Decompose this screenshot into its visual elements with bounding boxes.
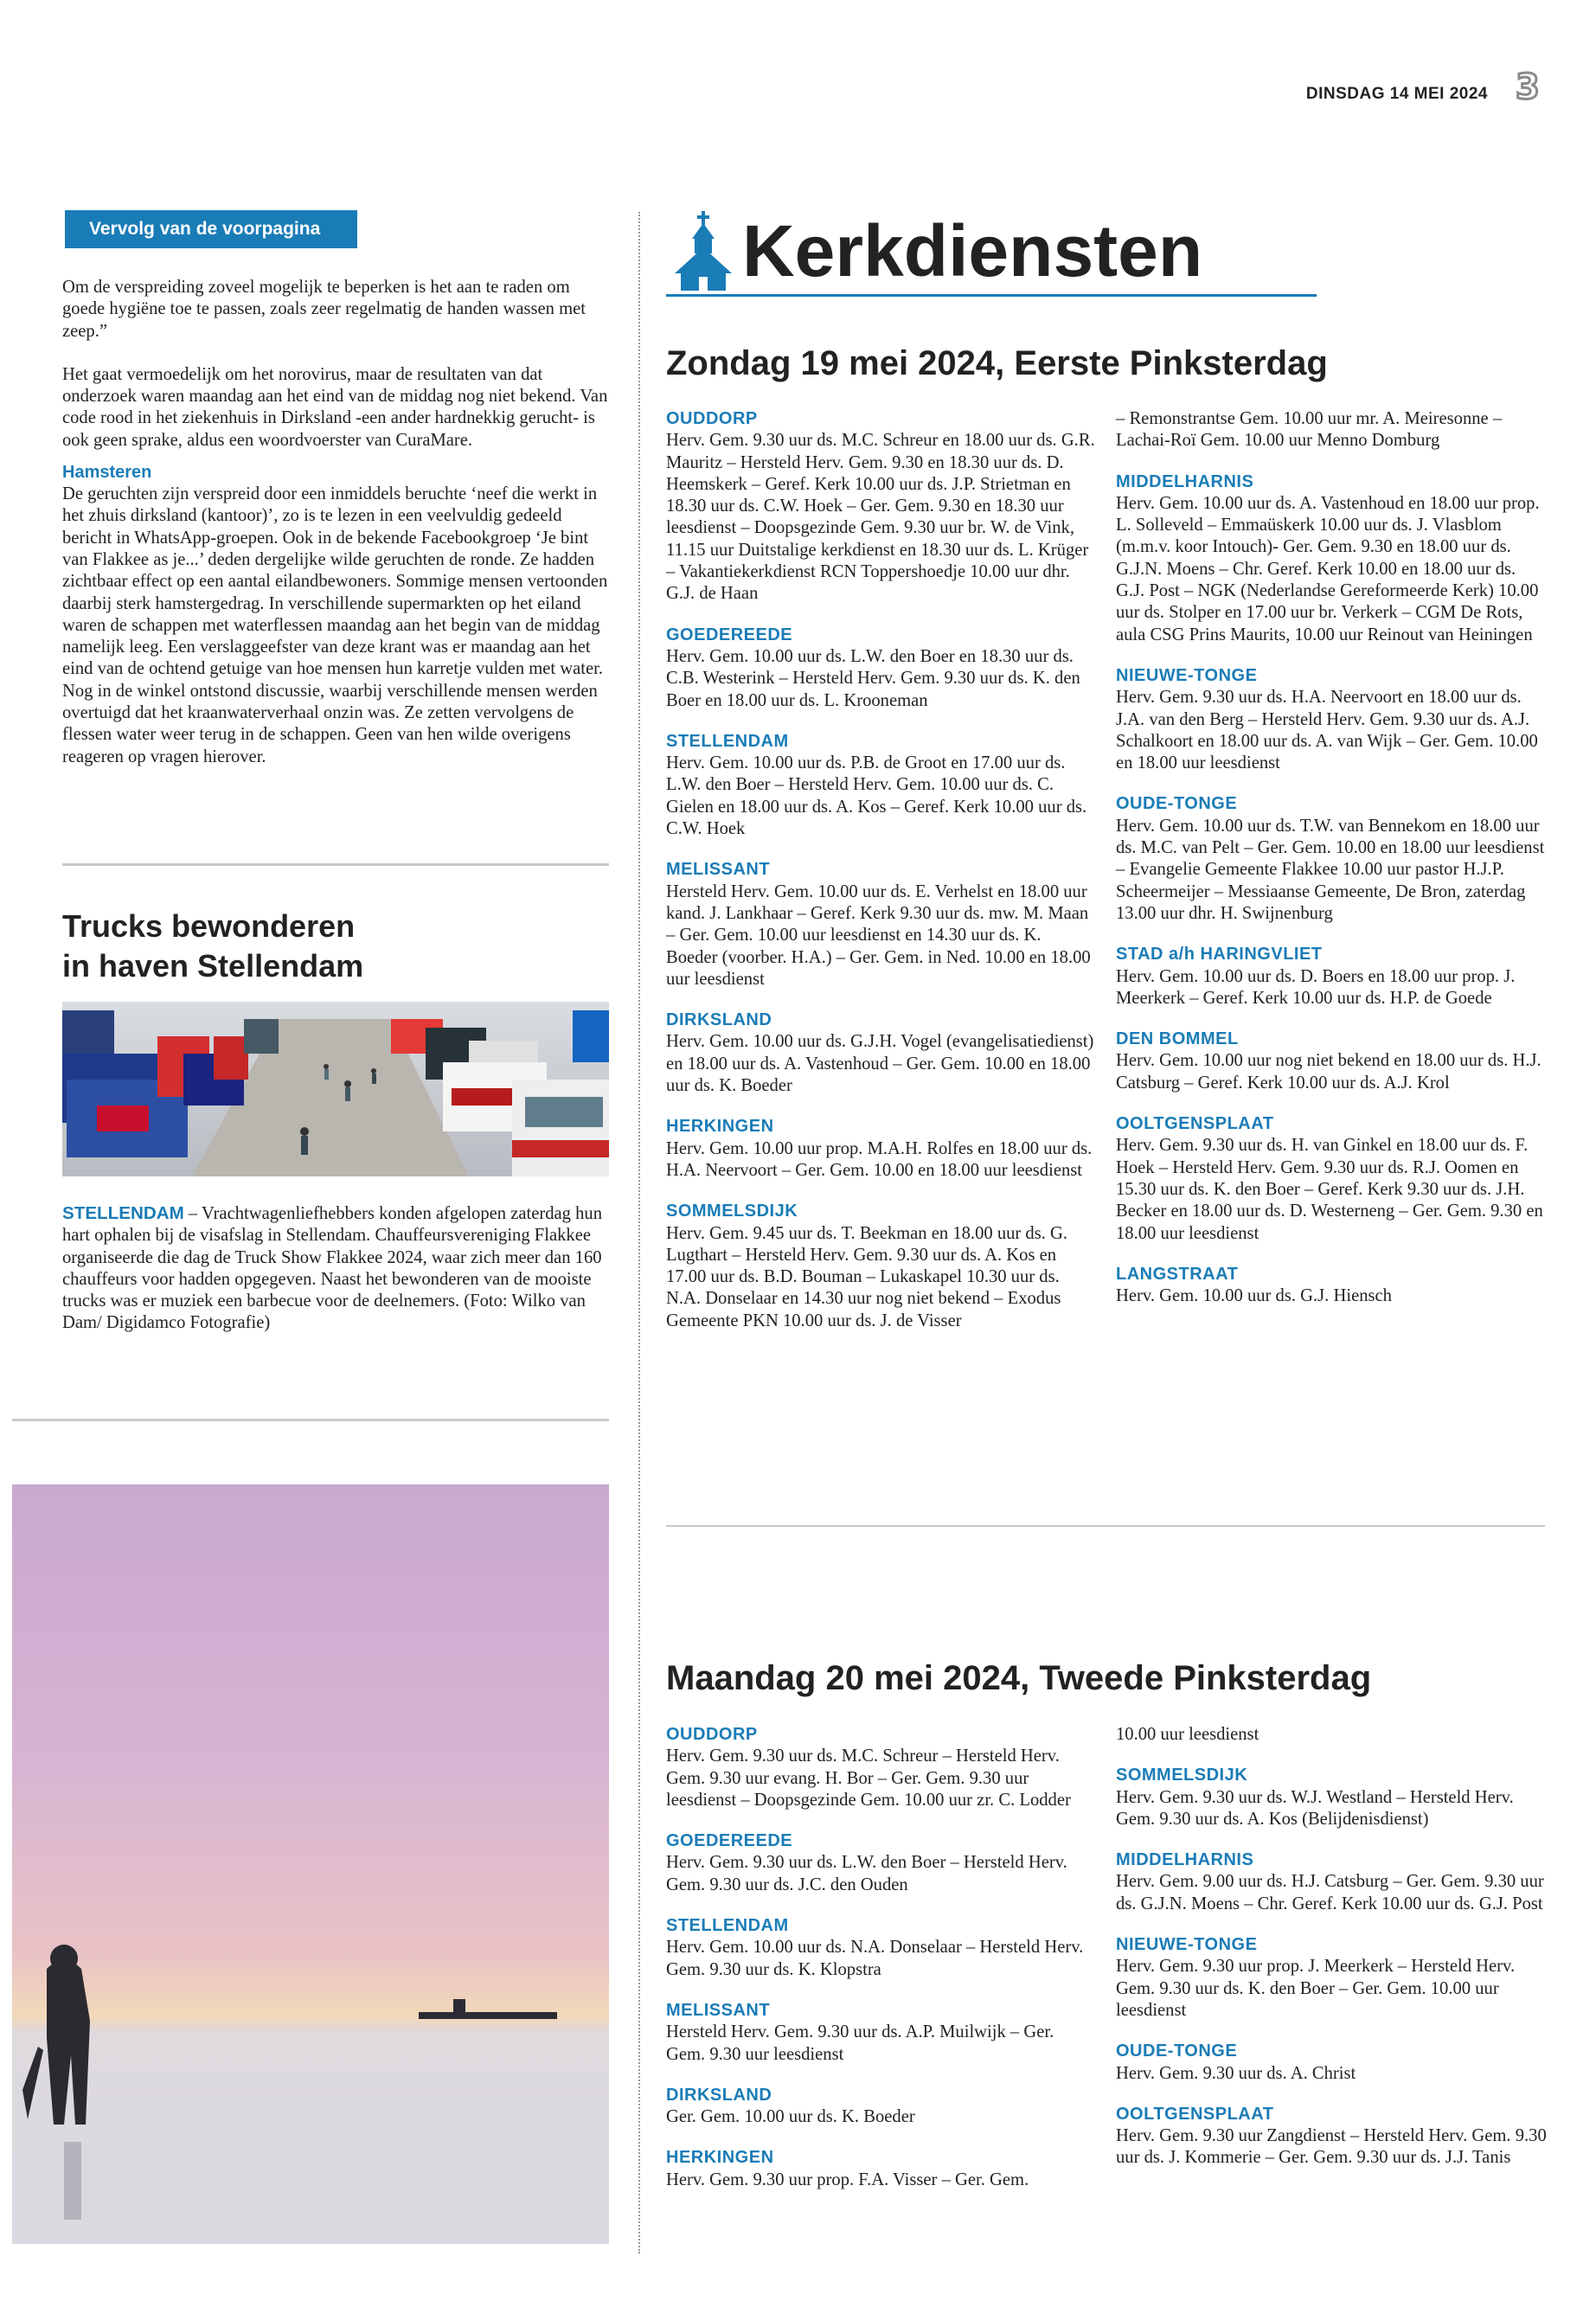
place-name: DIRKSLAND xyxy=(666,1010,772,1030)
church-icon-svg xyxy=(673,209,734,292)
service-listing xyxy=(666,731,1097,840)
place-name: GOEDEREEDE xyxy=(666,1831,793,1851)
place-name: STELLENDAM xyxy=(666,1916,789,1936)
section-divider xyxy=(62,863,609,866)
service-details: Herv. Gem. 9.45 uur ds. T. Beekman en 18.00 uur ds. G. Lugthart – Hersteld Herv. Gem. 9.30 uur ds. A. Kos en 17.00 uur ds. B.D. Bouman – Lukaskapel 10.30 uur ds. N.A. Donselaar en 14.30 uur nog niet bekend – Exodus Gemeente PKN 10.00 uur ds. J. de Visser xyxy=(666,1223,1068,1330)
sunset-photo xyxy=(12,1484,609,2244)
service-listing xyxy=(666,1009,1097,1097)
place-name: DEN BOMMEL xyxy=(1116,1029,1239,1049)
service-listing xyxy=(666,1830,1097,1896)
service-details: Herv. Gem. 9.30 uur ds. M.C. Schreur en 18.00 uur ds. G.R. Mauritz – Hersteld Herv. Gem. 9.30 en 18.30 uur ds. D. Heemskerk – Geref. Kerk 10.00 uur ds. J.P. Strietman en 18.30 uur ds. C.W. Hoek – Ger. Gem. 9.30 en 18.30 uur leesdienst – Doopsgezinde Gem. 9.30 uur br. W. de Vink, 11.15 uur Duitstalige kerkdienst en 18.30 uur ds. L. Krüger – Vakantiekerkdienst RCN Toppershoedje 10.00 uur dhr. G.J. de Haan xyxy=(666,431,1095,604)
day1-title: Zondag 19 mei 2024, Eerste Pinksterdag xyxy=(666,344,1328,382)
service-listing xyxy=(1116,1113,1547,1245)
place-name: LANGSTRAAT xyxy=(1116,1264,1239,1284)
service-listing xyxy=(666,2085,1097,2129)
service-listing xyxy=(1116,1724,1547,1746)
service-details: Herv. Gem. 9.30 uur ds. W.J. Westland – Hersteld Herv. Gem. 9.30 uur ds. A. Kos (Belijdenisdienst) xyxy=(1116,1787,1514,1829)
service-details: Herv. Gem. 10.00 uur ds. D. Boers en 18.00 uur prop. J. Meerkerk – Geref. Kerk 10.00 uur ds. H.P. de Goede xyxy=(1116,966,1516,1008)
place-name: STELLENDAM xyxy=(666,731,789,751)
service-listing xyxy=(1116,1849,1547,1915)
service-details: Hersteld Herv. Gem. 10.00 uur ds. E. Verhelst en 18.00 uur kand. J. Lankhaar – Geref. Kerk 9.30 uur ds. mw. M. Maan – Ger. Gem. 10.00 uur leesdienst en 14.30 uur ds. K. Boeder (voorber. H.A.) – Ger. Gem. in Ned. 10.00 en 18.00 uur leesdienst xyxy=(666,881,1091,989)
service-listing xyxy=(666,859,1097,990)
service-listing xyxy=(1116,2041,1547,2085)
service-details: Herv. Gem. 9.30 uur ds. H.A. Neervoort en 18.00 uur ds. J.A. van den Berg – Hersteld Herv. Gem. 9.30 uur ds. A.J. Schalkoort en 18.00 uur ds. A. van Wijk – Ger. Gem. 10.00 en 18.00 uur leesdienst xyxy=(1116,688,1538,773)
truck-show-photo xyxy=(62,1002,609,1176)
place-name: OUDDORP xyxy=(666,1725,758,1744)
service-details: Herv. Gem. 10.00 uur ds. G.J. Hiensch xyxy=(1116,1286,1392,1306)
continue-label: Vervolg van de voorpagina xyxy=(65,210,357,248)
service-listing xyxy=(666,1201,1097,1332)
norovirus-paragraph: Het gaat vermoedelijk om het norovirus, maar de resultaten van dat onderzoek waren maandag aan het eind van de middag nog niet bekend. Van code rood in het ziekenhuis in Dirksland -een ander hardnekkig gerucht- is ook geen sprake, aldus een woordvoerster van CuraMare. xyxy=(62,364,608,450)
service-details: Herv. Gem. 10.00 uur ds. G.J.H. Vogel (evangelisatiedienst) en 18.00 uur ds. A. Vastenhoud – Ger. Gem. 10.00 en 18.00 uur ds. K. Boeder xyxy=(666,1032,1094,1096)
day2-title: Maandag 20 mei 2024, Tweede Pinksterdag xyxy=(666,1659,1372,1697)
service-listing xyxy=(1116,665,1547,774)
service-listing xyxy=(666,1915,1097,1981)
place-name: NIEUWE-TONGE xyxy=(1116,1935,1258,1955)
service-details: Herv. Gem. 10.00 uur ds. A. Vastenhoud en 18.00 uur prop. L. Solleveld – Emmaüskerk 10.00 uur ds. J. Vlasblom (m.m.v. koor Intouch)- Ger. Gem. 9.30 en 18.00 uur ds. G.J.N. Moens – Chr. Geref. Kerk 10.00 en 18.00 uur ds. G.J. Post – NGK (Nederlandse Gereformeerde Kerk) 10.00 uur ds. Stolper en 17.00 uur br. Verkerk – CGM De Rots, aula CSG Prins Maurits, 10.00 uur Reinout van Heiningen xyxy=(1116,493,1540,644)
hamsteren-paragraph: De geruchten zijn verspreid door een inmiddels beruchte ‘neef die werkt in het zhuis dirksland (kantoor)’, zo is te lezen in een veelvuldig gedeeld bericht in WhatsApp-groepen. Ook in de bekende Facebookgroep ‘Je bint van Flakkee as je...’ deden dergelijke wilde geruchten de ronde. Ze hadden zichtbaar effect op een aantal eilandbewoners. Sommige mensen vertoonden daarbij sterk hamstergedrag. In verschillende supermarkten op het eiland waren de schappen met waterflessen maandag aan het begin van de middag namelijk leeg. Een verslaggeefster van deze krant was er maandag aan het eind van de ochtend getuige van hoe mensen hun karretje vulden met water. Nog in de winkel ontstond discussie, waarbij verschillende mensen werden overtuigd dat het kraanwaterverhaal onzin was. Ze zetten vervolgens de flessen water weer terug in de schappen. Geen van hen wilde overigens reageren op vragen hierover. xyxy=(62,484,608,766)
place-name: OUDE-TONGE xyxy=(1116,2041,1238,2061)
service-details: Herv. Gem. 9.30 uur ds. A. Christ xyxy=(1116,2063,1356,2083)
service-listing xyxy=(666,408,1097,606)
service-details: Ger. Gem. 10.00 uur ds. K. Boeder xyxy=(666,2107,915,2127)
service-details: Herv. Gem. 9.30 uur ds. M.C. Schreur – Hersteld Herv. Gem. 9.30 uur evang. H. Bor – Ger. Gem. 9.30 uur leesdienst – Doopsgezinde Gem. 10.00 uur zr. C. Lodder xyxy=(666,1747,1071,1810)
service-listing xyxy=(666,625,1097,712)
place-name: MIDDELHARNIS xyxy=(1116,471,1254,491)
service-details: Herv. Gem. 10.00 uur ds. N.A. Donselaar – Hersteld Herv. Gem. 9.30 uur ds. K. Klopstra xyxy=(666,1938,1084,1979)
intro-paragraph: Om de verspreiding zoveel mogelijk te beperken is het aan te raden om goede hygiëne toe te passen, zoals zeer regelmatig de handen wassen met zeep.” xyxy=(62,278,586,341)
issue-date: DINSDAG 14 MEI 2024 xyxy=(1305,85,1488,103)
truck-photo-caption xyxy=(62,1202,609,1335)
service-listing xyxy=(1116,1264,1547,1308)
place-name: HERKINGEN xyxy=(666,2148,774,2168)
service-details: Herv. Gem. 9.00 uur ds. H.J. Catsburg – Ger. Gem. 9.30 uur ds. G.J.N. Moens – Chr. Geref. Kerk 10.00 uur ds. G.J. Post xyxy=(1116,1872,1544,1913)
service-details: Herv. Gem. 10.00 uur nog niet bekend en 18.00 uur ds. H.J. Catsburg – Geref. Kerk 10.00 uur ds. A.J. Krol xyxy=(1116,1051,1542,1093)
place-name: MELISSANT xyxy=(666,2000,771,2020)
service-details: Herv. Gem. 9.30 uur ds. L.W. den Boer – Hersteld Herv. Gem. 9.30 uur ds. J.C. den Ouden xyxy=(666,1853,1067,1894)
title-underline xyxy=(666,294,1317,297)
service-listing xyxy=(1116,471,1547,646)
trucks-headline-line1: Trucks bewonderen xyxy=(62,908,356,944)
day1-column-1 xyxy=(666,408,1097,1351)
place-name: OOLTGENSPLAAT xyxy=(1116,2104,1274,2124)
service-details: Herv. Gem. 9.30 uur prop. J. Meerkerk – Hersteld Herv. Gem. 9.30 uur ds. K. den Boer – Ger. Gem. 10.00 uur leesdienst xyxy=(1116,1957,1516,2020)
section-divider-2 xyxy=(12,1419,609,1421)
church-icon xyxy=(673,209,734,292)
caption-location: STELLENDAM xyxy=(62,1203,184,1223)
service-listing xyxy=(1116,1934,1547,2022)
kerkdiensten-title: Kerkdiensten xyxy=(742,210,1203,292)
service-details-continued: – Remonstrantse Gem. 10.00 uur mr. A. Meiresonne – Lachai-Roï Gem. 10.00 uur Menno Domburg xyxy=(1116,409,1503,451)
service-details: Herv. Gem. 10.00 uur ds. P.B. de Groot en 17.00 uur ds. L.W. den Boer – Hersteld Herv. Gem. 10.00 uur ds. C. Gielen en 18.00 uur ds. A. Kos – Geref. Kerk 10.00 uur ds. C.W. Hoek xyxy=(666,753,1087,839)
place-name: GOEDEREEDE xyxy=(666,625,793,644)
service-listing xyxy=(1116,944,1547,1009)
place-name: MIDDELHARNIS xyxy=(1116,1850,1254,1870)
service-listing xyxy=(666,1724,1097,1811)
service-listing xyxy=(1116,408,1547,452)
service-listing xyxy=(666,2147,1097,2191)
place-name: DIRKSLAND xyxy=(666,2085,772,2105)
service-details: Hersteld Herv. Gem. 9.30 uur ds. A.P. Muilwijk – Ger. Gem. 9.30 uur leesdienst xyxy=(666,2022,1054,2064)
place-name: OUDDORP xyxy=(666,409,758,428)
trucks-headline xyxy=(62,907,616,986)
service-listing xyxy=(1116,2104,1547,2170)
caption-text: – Vrachtwagenliefhebbers konden afgelopen zaterdag hun hart ophalen bij de visafslag in Stellendam. Chauffeursvereniging Flakkee organiseerde die dag de Truck Show Flakkee 2024, waar zich meer dan 160 chauffeurs voor hadden opgegeven. Naast het bewonderen van de mooiste trucks was er muziek een barbecue voor de deelnemers. (Foto: Wilko van Dam/ Digidamco Fotografie) xyxy=(62,1204,602,1333)
service-details-continued: 10.00 uur leesdienst xyxy=(1116,1725,1259,1744)
place-name: NIEUWE-TONGE xyxy=(1116,665,1258,685)
sunset-illustration xyxy=(12,1484,609,2244)
place-name: SOMMELSDIJK xyxy=(1116,1766,1248,1785)
service-listing xyxy=(1116,793,1547,925)
day1-column-2 xyxy=(1116,408,1547,1326)
hamsteren-heading: Hamsteren xyxy=(62,463,152,483)
place-name: STAD a/h HARINGVLIET xyxy=(1116,945,1323,965)
column-divider xyxy=(638,212,640,2253)
place-name: OUDE-TONGE xyxy=(1116,794,1238,814)
place-name: SOMMELSDIJK xyxy=(666,1202,798,1221)
day2-column-1 xyxy=(666,1724,1097,2210)
service-details: Herv. Gem. 10.00 uur prop. M.A.H. Rolfes en 18.00 uur ds. H.A. Neervoort – Ger. Gem. 10.00 en 18.00 uur leesdienst xyxy=(666,1138,1093,1180)
article-continuation xyxy=(62,277,609,768)
service-details: Herv. Gem. 9.30 uur ds. H. van Ginkel en 18.00 uur ds. F. Hoek – Hersteld Herv. Gem. 9.30 uur ds. R.J. Oomen en 15.30 uur ds. K. den Boer – Geref. Kerk 9.30 uur ds. J.H. Becker en 18.00 uur ds. D. Westerneng – Ger. Gem. 9.30 en 18.00 uur leesdienst xyxy=(1116,1136,1543,1243)
service-details: Herv. Gem. 9.30 uur Zangdienst – Hersteld Herv. Gem. 9.30 uur ds. J. Kommerie – Ger. Gem. 9.30 uur ds. J.J. Tanis xyxy=(1116,2126,1547,2168)
place-name: HERKINGEN xyxy=(666,1117,774,1137)
service-details: Herv. Gem. 10.00 uur ds. T.W. van Bennekom en 18.00 uur ds. M.C. van Pelt – Ger. Gem. 10.00 en 18.00 uur leesdienst – Evangelie Gemeente Flakkee 10.00 uur pastor H.J.P. Scheermeijer – Messiaanse Gemeente, De Bron, zaterdag 13.00 uur dhr. H. Swijnenburg xyxy=(1116,816,1545,923)
service-listing xyxy=(1116,1029,1547,1094)
service-listing xyxy=(1116,1765,1547,1830)
day2-column-2 xyxy=(1116,1724,1547,2189)
place-name: OOLTGENSPLAAT xyxy=(1116,1114,1274,1134)
day-divider xyxy=(666,1525,1545,1527)
service-details: Herv. Gem. 9.30 uur prop. F.A. Visser – Ger. Gem. xyxy=(666,2170,1029,2189)
place-name: MELISSANT xyxy=(666,860,771,880)
page-number: 3 xyxy=(1516,67,1540,107)
service-listing xyxy=(666,1116,1097,1182)
service-details: Herv. Gem. 10.00 uur ds. L.W. den Boer en 18.30 uur ds. C.B. Westerink – Hersteld Herv. Gem. 9.30 uur ds. K. den Boer en 18.00 uur ds. L. Krooneman xyxy=(666,646,1080,710)
service-listing xyxy=(666,2000,1097,2066)
trucks-headline-line2: in haven Stellendam xyxy=(62,948,364,984)
truck-show-illustration xyxy=(62,1002,609,1176)
